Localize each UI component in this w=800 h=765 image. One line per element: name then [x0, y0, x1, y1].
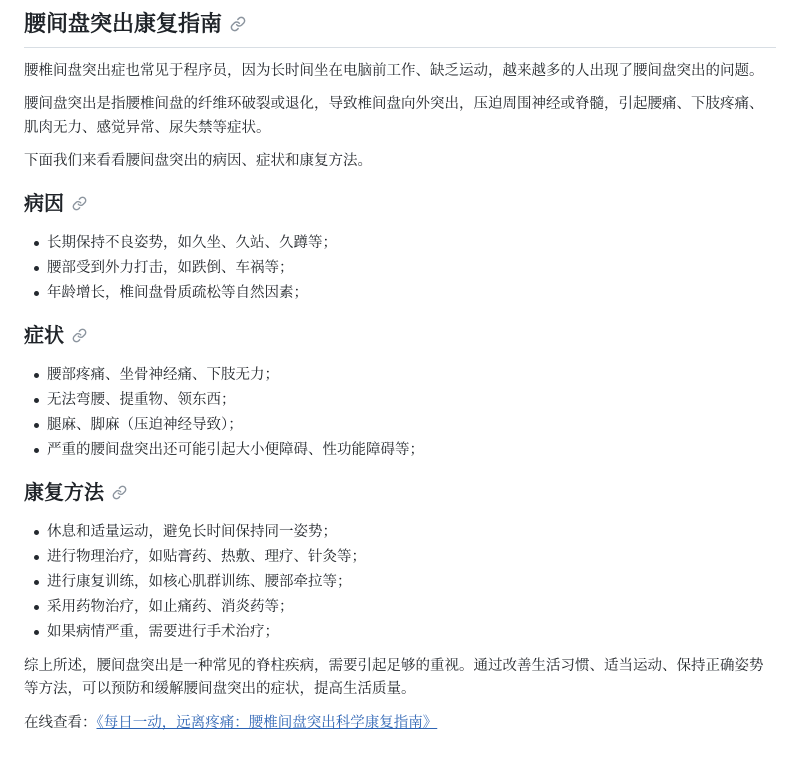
list-item: 无法弯腰、提重物、领东西； — [24, 388, 776, 413]
conclusion-paragraph: 综上所述，腰间盘突出是一种常见的脊柱疾病，需要引起足够的重视。通过改善生活习惯、适当运动、保持正确姿势等方法，可以预防和缓解腰间盘突出的症状，提高生活质量。 — [24, 657, 764, 698]
intro-paragraph-2: 腰间盘突出是指腰椎间盘的纤维环破裂或退化，导致椎间盘向外突出，压迫周围神经或脊髓，引起腰痛、下肢疼痛、肌肉无力、感觉异常、尿失禁等症状。 — [24, 96, 764, 136]
intro-paragraph-3: 下面我们来看看腰间盘突出的病因、症状和康复方法。 — [24, 153, 372, 170]
page-title-text: 腰间盘突出康复指南 — [24, 11, 223, 36]
link-icon — [72, 326, 87, 348]
symptoms-list — [24, 363, 776, 463]
list-item: 腿麻、脚麻（压迫神经导致）； — [24, 413, 776, 438]
list-item: 进行康复训练，如核心肌群训练、腰部牵拉等； — [24, 570, 776, 595]
link-icon — [112, 483, 127, 505]
list-item: 年龄增长，椎间盘骨质疏松等自然因素； — [24, 281, 776, 306]
external-guide-link[interactable]: 《每日一动，远离疼痛：腰椎间盘突出科学康复指南》 — [96, 714, 438, 731]
heading-anchor-link[interactable] — [72, 328, 87, 343]
page-title — [24, 10, 776, 48]
link-icon — [230, 12, 246, 37]
section-heading-text: 病因 — [24, 192, 64, 215]
section-heading-causes — [24, 192, 776, 217]
list-item: 进行物理治疗，如贴膏药、热敷、理疗、针灸等； — [24, 545, 776, 570]
footer-label: 在线查看： — [24, 714, 97, 731]
list-item: 腰部受到外力打击，如跌倒、车祸等； — [24, 256, 776, 281]
list-item: 休息和适量运动，避免长时间保持同一姿势； — [24, 520, 776, 545]
list-item: 严重的腰间盘突出还可能引起大小便障碍、性功能障碍等； — [24, 438, 776, 463]
list-item: 如果病情严重，需要进行手术治疗； — [24, 620, 776, 645]
intro-paragraph-1: 腰椎间盘突出症也常见于程序员，因为长时间坐在电脑前工作、缺乏运动，越来越多的人出现了腰间盘突出的问题。 — [24, 63, 764, 79]
heading-anchor-link[interactable] — [112, 485, 127, 500]
causes-list — [24, 231, 776, 306]
footer-line — [24, 712, 776, 735]
list-item: 长期保持不良姿势，如久坐、久站、久蹲等； — [24, 231, 776, 256]
link-icon — [72, 194, 87, 216]
section-heading-symptoms — [24, 324, 776, 349]
section-heading-text: 康复方法 — [24, 481, 104, 504]
list-item: 腰部疼痛、坐骨神经痛、下肢无力； — [24, 363, 776, 388]
heading-anchor-link[interactable] — [72, 196, 87, 211]
heading-anchor-link[interactable] — [230, 16, 246, 32]
section-heading-recovery — [24, 481, 776, 506]
list-item: 采用药物治疗，如止痛药、消炎药等； — [24, 595, 776, 620]
recovery-list — [24, 520, 776, 645]
section-heading-text: 症状 — [24, 324, 64, 347]
